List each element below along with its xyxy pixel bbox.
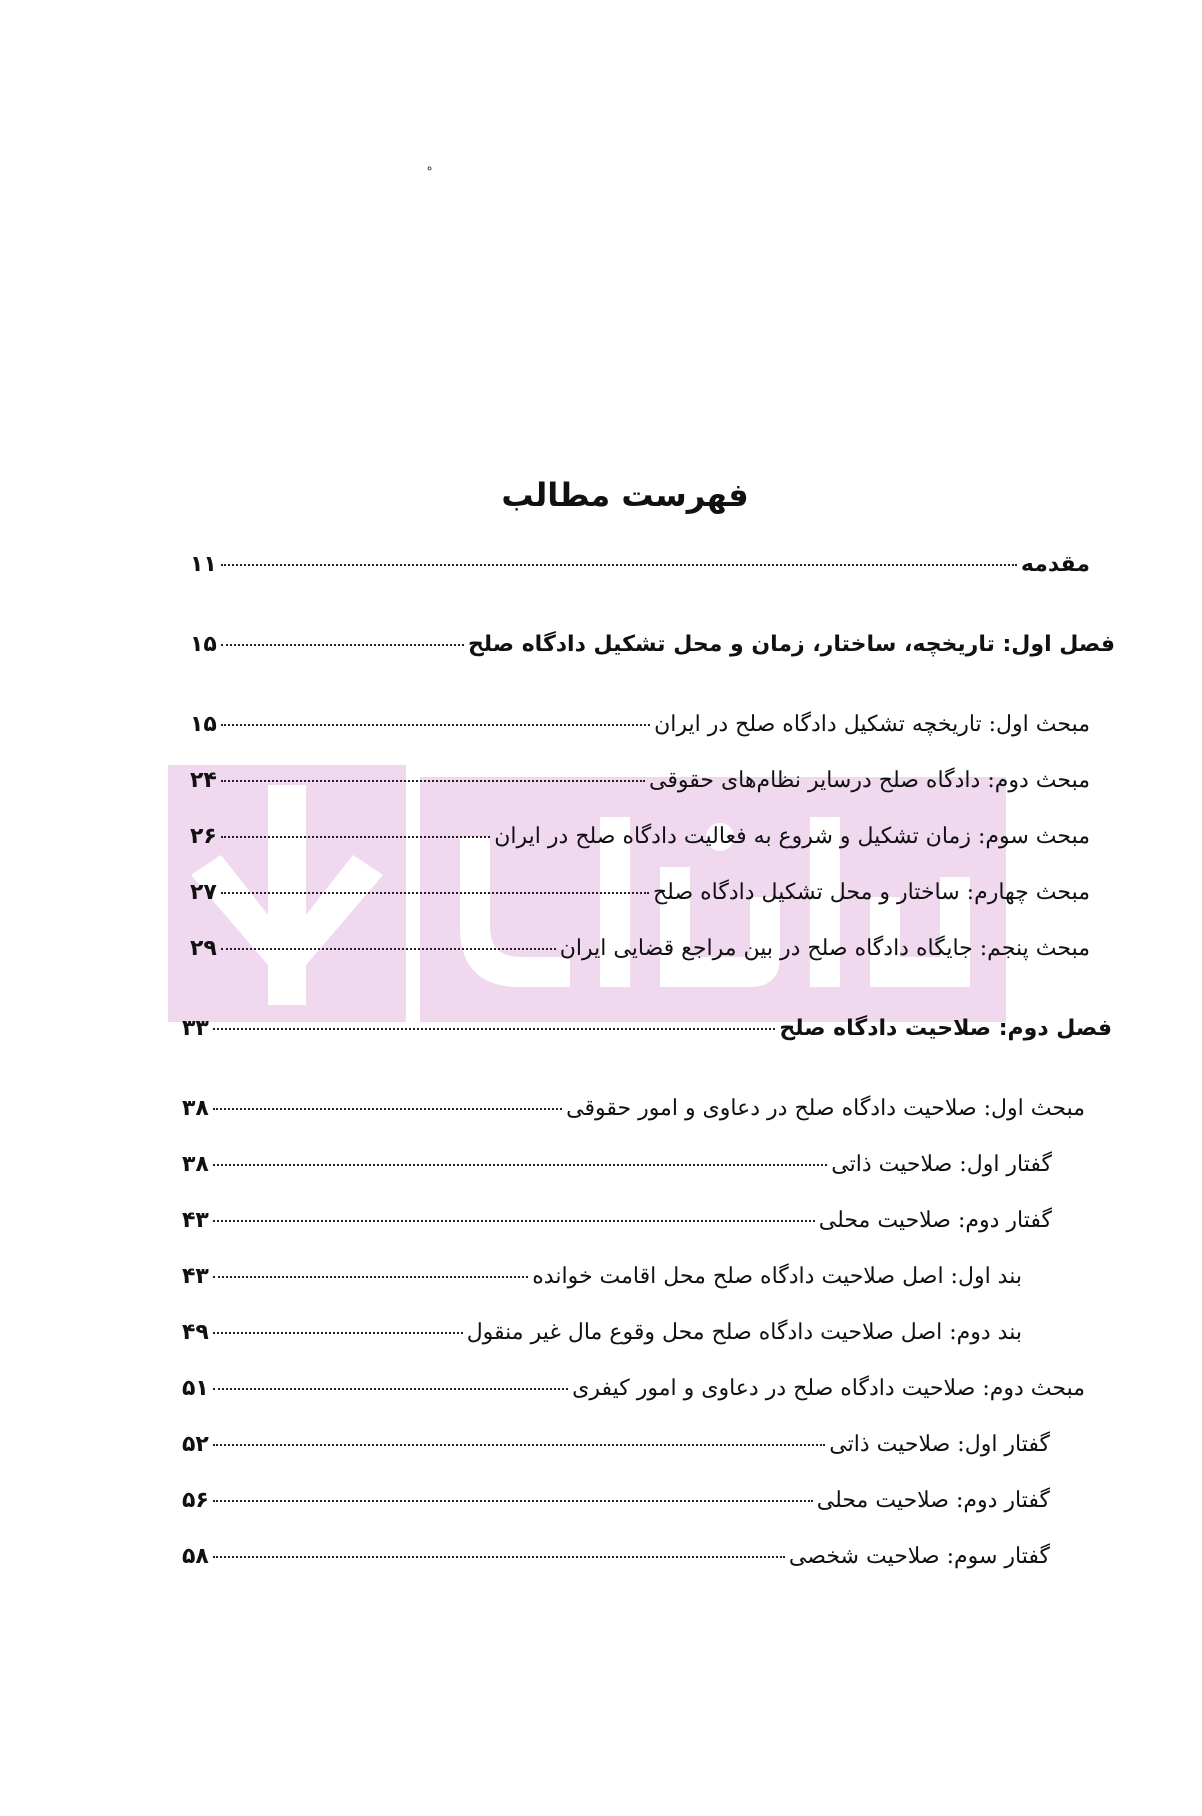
toc-entry-subsection: [182, 1152, 1052, 1177]
dot-leader: [221, 892, 649, 894]
toc-entry-section: [182, 1376, 1085, 1401]
dot-leader: [221, 724, 650, 726]
toc-entry-introduction: [190, 552, 1090, 577]
toc-entry-clause: [182, 1264, 1022, 1289]
toc-entry-text: بند اول: اصل صلاحیت دادگاه صلح محل اقامت خوانده: [532, 1264, 1022, 1289]
toc-page-number: ۲۹: [190, 936, 217, 961]
toc-entry-clause: [182, 1320, 1022, 1345]
toc-entry-text: مبحث سوم: زمان تشکیل و شروع به فعالیت دادگاه صلح در ایران: [494, 824, 1090, 849]
dot-leader: [213, 1108, 562, 1110]
toc-entry-section: [190, 936, 1090, 961]
toc-page-number: ۴۳: [182, 1208, 209, 1233]
toc-page-number: ۳۸: [182, 1152, 209, 1177]
toc-entry-chapter-1: [190, 632, 1115, 657]
toc-entry-text: گفتار دوم: صلاحیت محلی: [816, 1488, 1050, 1513]
dot-leader: [213, 1444, 825, 1446]
page-mark: ه: [427, 162, 433, 173]
toc-entry-text: مقدمه: [1020, 552, 1090, 577]
toc-page-number: ۱۵: [190, 712, 217, 737]
toc-entry-text: فصل اول: تاریخچه، ساختار، زمان و محل تشکیل دادگاه صلح: [467, 632, 1115, 657]
toc-entry-subsection: [182, 1488, 1050, 1513]
toc-entry-subsection: [182, 1432, 1050, 1457]
toc-page-number: ۲۶: [190, 824, 217, 849]
toc-page-number: ۲۷: [190, 880, 217, 905]
dot-leader: [221, 836, 490, 838]
dot-leader: [221, 780, 645, 782]
toc-entry-text: مبحث چهارم: ساختار و محل تشکیل دادگاه صلح: [652, 880, 1090, 905]
toc-entry-text: مبحث اول: صلاحیت دادگاه صلح در دعاوی و امور حقوقی: [566, 1096, 1085, 1121]
dot-leader: [213, 1028, 776, 1030]
toc-page-number: ۳۸: [182, 1096, 209, 1121]
dot-leader: [213, 1164, 827, 1166]
toc-page-number: ۵۱: [182, 1376, 209, 1401]
dot-leader: [213, 1220, 815, 1222]
toc-entry-text: مبحث پنجم: جایگاه دادگاه صلح در بین مراجع قضایی ایران: [559, 936, 1090, 961]
toc-entry-section: [190, 768, 1090, 793]
toc-page-number: ۵۲: [182, 1432, 209, 1457]
toc-entry-subsection: [182, 1544, 1050, 1569]
toc-entry-text: مبحث دوم: صلاحیت دادگاه صلح در دعاوی و امور کیفری: [572, 1376, 1085, 1401]
toc-page-number: ۳۳: [182, 1016, 209, 1041]
dot-leader: [213, 1276, 528, 1278]
toc-entry-section: [190, 712, 1090, 737]
dot-leader: [221, 948, 556, 950]
toc-page-number: ۲۴: [190, 768, 217, 793]
dot-leader: [213, 1388, 568, 1390]
dot-leader: [221, 644, 464, 646]
toc-entry-text: مبحث اول: تاریخچه تشکیل دادگاه صلح در ایران: [654, 712, 1090, 737]
page-title: فهرست مطالب: [501, 476, 749, 514]
toc-entry-section: [190, 824, 1090, 849]
toc-entry-section: [182, 1096, 1085, 1121]
toc-entry-text: بند دوم: اصل صلاحیت دادگاه صلح محل وقوع مال غیر منقول: [466, 1320, 1022, 1345]
toc-entry-subsection: [182, 1208, 1052, 1233]
toc-entry-text: مبحث دوم: دادگاه صلح درسایر نظام‌های حقوقی: [649, 768, 1090, 793]
toc-entry-chapter-2: [182, 1016, 1112, 1041]
dot-leader: [213, 1332, 463, 1334]
toc-page-number: ۵۸: [182, 1544, 209, 1569]
toc-entry-text: گفتار اول: صلاحیت ذاتی: [829, 1432, 1050, 1457]
toc-entry-section: [190, 880, 1090, 905]
toc-page-number: ۴۳: [182, 1264, 209, 1289]
toc-page-number: ۱۱: [190, 552, 217, 577]
toc-page-number: ۴۹: [182, 1320, 209, 1345]
toc-entry-text: گفتار اول: صلاحیت ذاتی: [831, 1152, 1052, 1177]
toc-entry-text: گفتار دوم: صلاحیت محلی: [818, 1208, 1052, 1233]
dot-leader: [213, 1500, 813, 1502]
toc-entry-text: گفتار سوم: صلاحیت شخصی: [788, 1544, 1050, 1569]
toc-page-number: ۵۶: [182, 1488, 209, 1513]
dot-leader: [221, 564, 1017, 566]
toc-entry-text: فصل دوم: صلاحیت دادگاه صلح: [779, 1016, 1112, 1041]
toc-page-number: ۱۵: [190, 632, 217, 657]
dot-leader: [213, 1556, 785, 1558]
